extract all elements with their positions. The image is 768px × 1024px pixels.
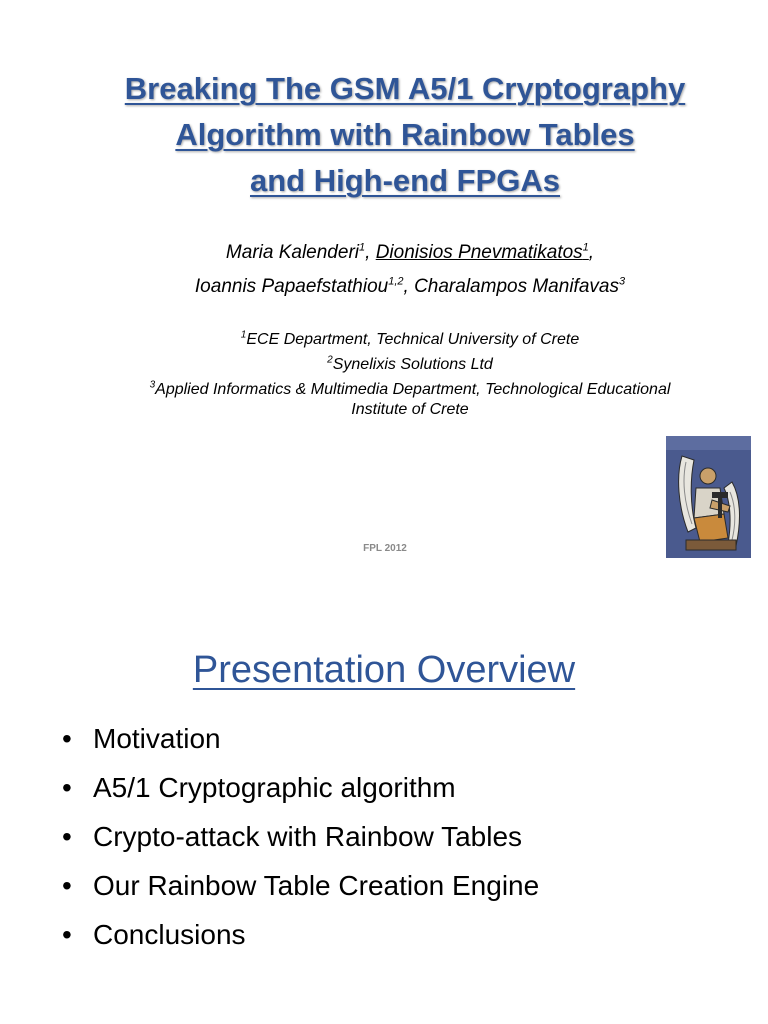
bullet-icon: • — [62, 821, 72, 852]
author-separator: , — [365, 242, 376, 263]
list-item — [62, 910, 539, 959]
list-item-text: Conclusions — [93, 919, 246, 950]
author-sup: 3 — [618, 275, 626, 288]
overview-title — [0, 642, 768, 698]
author-separator: , — [403, 276, 415, 297]
affiliation-item — [40, 355, 768, 375]
affiliation-text: ECE Department, Technical University of Crete — [246, 331, 580, 348]
list-item-text: Crypto-attack with Rainbow Tables — [93, 821, 523, 852]
university-seal-icon — [666, 436, 751, 558]
author-name: Maria Kalenderi — [225, 242, 359, 263]
list-item-text: Motivation — [93, 723, 221, 754]
overview-title-text: Presentation Overview — [192, 649, 576, 691]
bullet-icon: • — [62, 919, 72, 950]
seal-drawing — [666, 436, 751, 558]
author-list — [20, 236, 768, 304]
affiliation-sup: 1 — [240, 329, 247, 341]
slide-title — [40, 66, 768, 204]
author-sup: 1 — [359, 241, 366, 254]
affiliation-item — [40, 330, 768, 350]
affiliation-item — [40, 380, 768, 400]
author-separator: , — [588, 242, 595, 263]
bullet-icon: • — [62, 723, 72, 754]
affiliation-sup: 3 — [149, 379, 156, 391]
title-line-1: Breaking The GSM A5/1 Cryptography — [124, 71, 686, 106]
list-item — [62, 714, 539, 763]
affiliation-text: Synelixis Solutions Ltd — [332, 356, 493, 373]
affiliation-list — [40, 330, 768, 420]
overview-slide — [0, 590, 768, 1024]
list-item-text: A5/1 Cryptographic algorithm — [93, 772, 456, 803]
list-item — [62, 861, 539, 910]
list-item — [62, 763, 539, 812]
affiliation-sup: 2 — [327, 354, 333, 366]
author-name: Dionisios Pnevmatikatos — [375, 242, 583, 263]
list-item-text: Our Rainbow Table Creation Engine — [93, 870, 540, 901]
author-sup: 1,2 — [388, 275, 404, 288]
affiliation-item — [40, 400, 768, 420]
bullet-icon: • — [62, 870, 72, 901]
overview-bullet-list — [62, 714, 539, 959]
title-line-3: and High-end FPGAs — [250, 163, 560, 198]
affiliation-text: Institute of Crete — [351, 401, 469, 418]
bullet-icon: • — [62, 772, 72, 803]
title-line-2: Algorithm with Rainbow Tables — [175, 117, 635, 152]
list-item — [62, 812, 539, 861]
conference-footer: FPL 2012 — [363, 543, 407, 554]
author-sup: 1 — [582, 241, 589, 254]
author-name: Charalampos Manifavas — [414, 276, 619, 297]
affiliation-text: Applied Informatics & Multimedia Department, Technological Educational — [155, 381, 671, 398]
author-name: Ioannis Papaefstathiou — [194, 276, 389, 297]
